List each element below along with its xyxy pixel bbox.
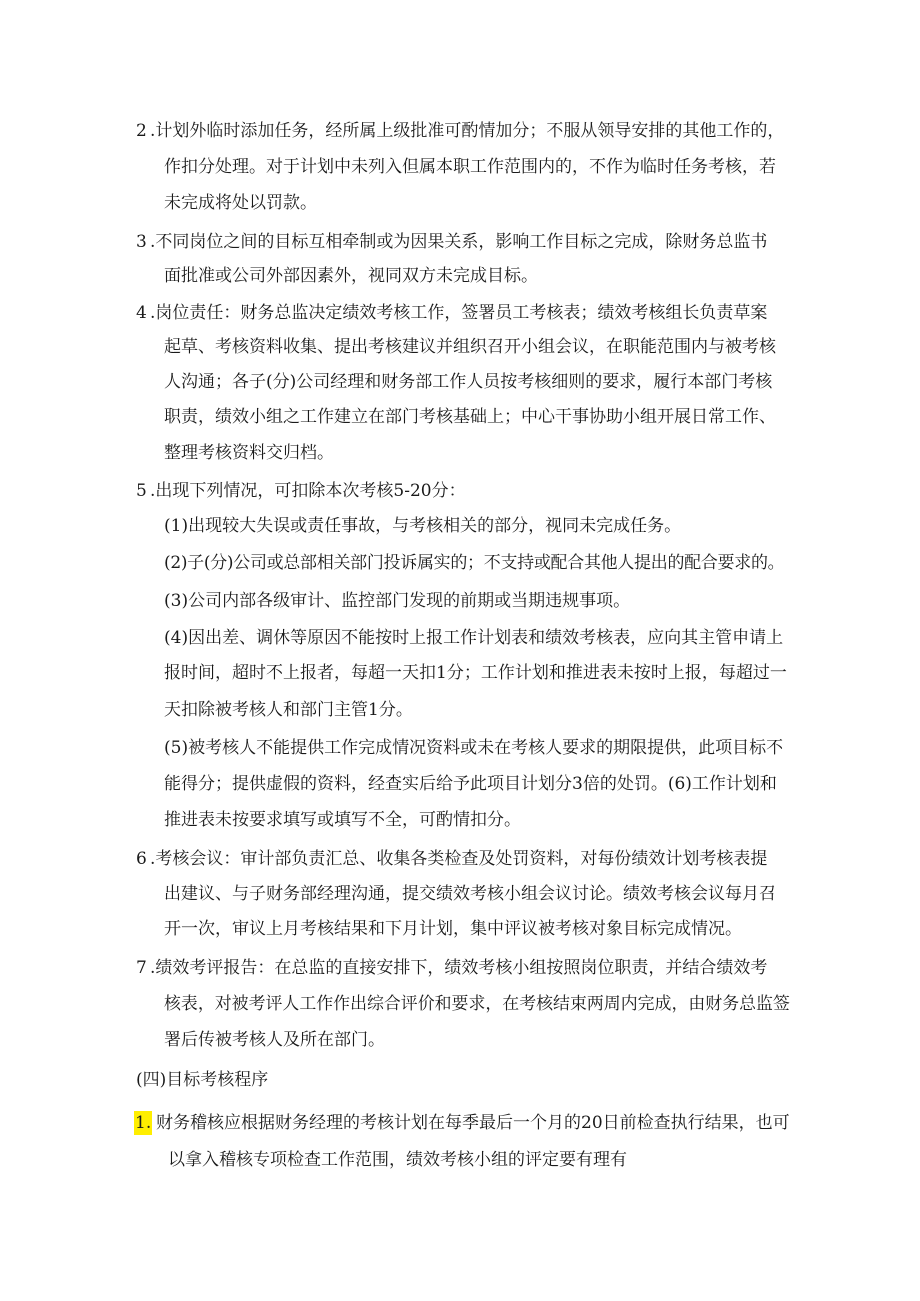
- item-number: 3: [136, 232, 147, 252]
- item-number: 5: [136, 481, 147, 501]
- item-line: .岗位责任：财务总监决定绩效考核工作，签署员工考核表；绩效考核组长负责草案: [150, 303, 768, 323]
- item-line: 核表，对被考评人工作作出综合评价和要求，在考核结束两周内完成，由财务总监签: [164, 994, 790, 1014]
- item-line: .绩效考评报告：在总监的直接安排下，绩效考核小组按照岗位职责，并结合绩效考: [150, 958, 768, 978]
- item-line: .出现下列情况，可扣除本次考核5-20分：: [150, 481, 466, 501]
- item-line: 起草、考核资料收集、提出考核建议并组织召开小组会议，在职能范围内与被考核: [164, 337, 776, 357]
- item-number: 7: [136, 958, 147, 978]
- sub-item-line: (3)公司内部各级审计、监控部门发现的前期或当期违规事项。: [164, 591, 631, 611]
- item-line: 未完成将处以罚款。: [164, 193, 317, 213]
- item-line: 整理考核资料交归档。: [164, 443, 334, 463]
- item-line: 出建议、与子财务部经理沟通，提交绩效考核小组会议讨论。绩效考核会议每月召: [164, 884, 776, 904]
- item-line: 开一次，审议上月考核结果和下月计划，集中评议被考核对象目标完成情况。: [164, 919, 742, 939]
- sub-item-line: 推进表未按要求填写或填写不全，可酌情扣分。: [164, 810, 521, 830]
- item-line: 以拿入稽核专项检查工作范围，绩效考核小组的评定要有理有: [168, 1150, 627, 1170]
- item-line: .计划外临时添加任务，经所属上级批准可酌情加分；不服从领导安排的其他工作的，: [150, 121, 785, 141]
- sub-item-line: 报时间，超时不上报者，每超一天扣1分；工作计划和推进表未按时上报，每超过一: [164, 663, 787, 683]
- item-line: 作扣分处理。对于计划中未列入但属本职工作范围内的，不作为临时任务考核，若: [164, 157, 776, 177]
- item-line: 人沟通；各子(分)公司经理和财务部工作人员按考核细则的要求，履行本部门考核: [164, 372, 773, 392]
- item-number: 6: [136, 849, 147, 869]
- item-number: 4: [136, 303, 147, 323]
- sub-item-line: 天扣除被考核人和部门主管1分。: [164, 700, 413, 720]
- item-line: 署后传被考核人及所在部门。: [164, 1030, 385, 1050]
- section-heading: (四)目标考核程序: [136, 1070, 269, 1090]
- item-line: .不同岗位之间的目标互相牵制或为因果关系，影响工作目标之完成，除财务总监书: [150, 232, 768, 252]
- sub-item-line: (5)被考核人不能提供工作完成情况资料或未在考核人要求的期限提供，此项目标不: [164, 738, 784, 758]
- highlighted-item-number: 1.: [135, 1113, 152, 1133]
- item-number: 2: [136, 121, 147, 141]
- item-line: 面批准或公司外部因素外，视同双方未完成目标。: [164, 266, 538, 286]
- item-line: 财务稽核应根据财务经理的考核计划在每季最后一个月的20日前检查执行结果，也可: [156, 1113, 790, 1133]
- item-line: .考核会议：审计部负责汇总、收集各类检查及处罚资料，对每份绩效计划考核表提: [150, 849, 768, 869]
- sub-item-line: (1)出现较大失误或责任事故，与考核相关的部分，视同未完成任务。: [164, 516, 682, 536]
- sub-item-line: (2)子(分)公司或总部相关部门投诉属实的；不支持或配合其他人提出的配合要求的。: [164, 553, 785, 573]
- item-line: 职责，绩效小组之工作建立在部门考核基础上；中心干事协助小组开展日常工作、: [164, 407, 776, 427]
- sub-item-line: (4)因出差、调休等原因不能按时上报工作计划表和绩效考核表，应向其主管申请上: [164, 628, 784, 648]
- sub-item-line: 能得分；提供虚假的资料，经查实后给予此项目计划分3倍的处罚。(6)工作计划和: [164, 774, 777, 794]
